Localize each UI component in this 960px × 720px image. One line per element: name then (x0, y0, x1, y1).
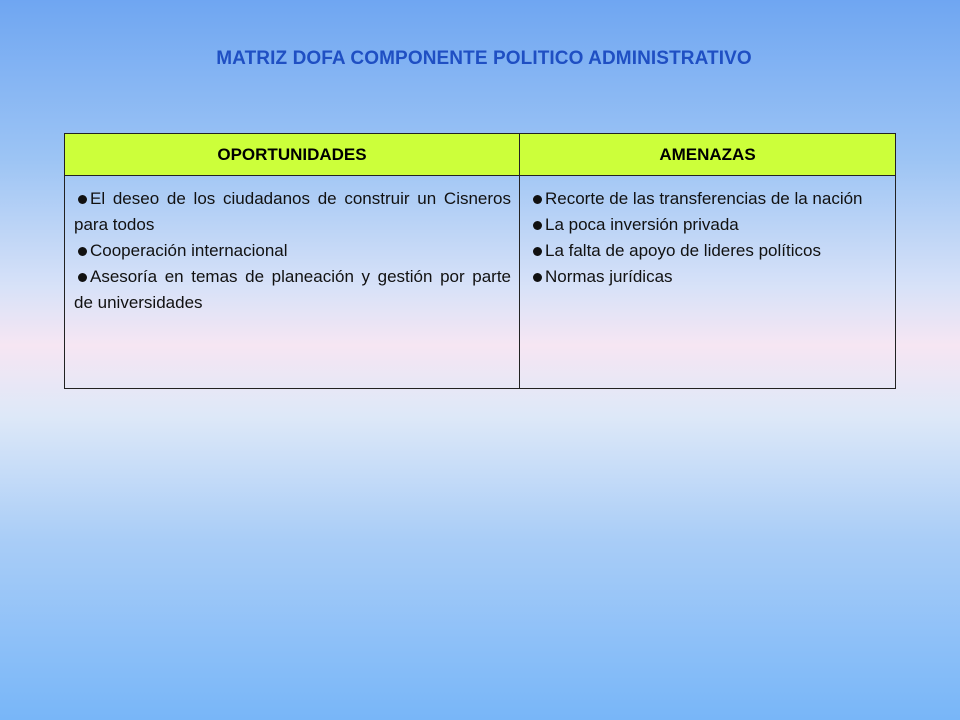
list-item (74, 264, 511, 316)
bullet-dot-icon (533, 247, 542, 256)
amenazas-cell (520, 176, 895, 388)
dofa-matrix-table (64, 133, 896, 389)
list-item (74, 238, 511, 264)
bullet-dot-icon (533, 221, 542, 230)
list-item-text: Asesoría en temas de planeación y gestión por parte de universidades (74, 267, 511, 312)
oportunidades-cell (65, 176, 520, 388)
bullet-dot-icon (78, 273, 87, 282)
list-item-text: Cooperación internacional (90, 241, 288, 260)
list-item (529, 186, 887, 212)
list-item-text: El deseo de los ciudadanos de construir un Cisneros para todos (74, 189, 511, 234)
list-item-text: Normas jurídicas (545, 267, 673, 286)
list-item-text: La falta de apoyo de lideres políticos (545, 241, 821, 260)
bullet-dot-icon (533, 195, 542, 204)
list-item (529, 264, 887, 290)
column-header-amenazas: AMENAZAS (520, 134, 895, 176)
list-item-text: La poca inversión privada (545, 215, 739, 234)
bullet-dot-icon (78, 247, 87, 256)
list-item (529, 212, 887, 238)
list-item-text: Recorte de las transferencias de la nación (545, 189, 863, 208)
list-item (529, 238, 887, 264)
slide-title: MATRIZ DOFA COMPONENTE POLITICO ADMINISTRATIVO (216, 48, 752, 69)
bullet-dot-icon (78, 195, 87, 204)
bullet-dot-icon (533, 273, 542, 282)
list-item (74, 186, 511, 238)
column-header-oportunidades: OPORTUNIDADES (65, 134, 520, 176)
